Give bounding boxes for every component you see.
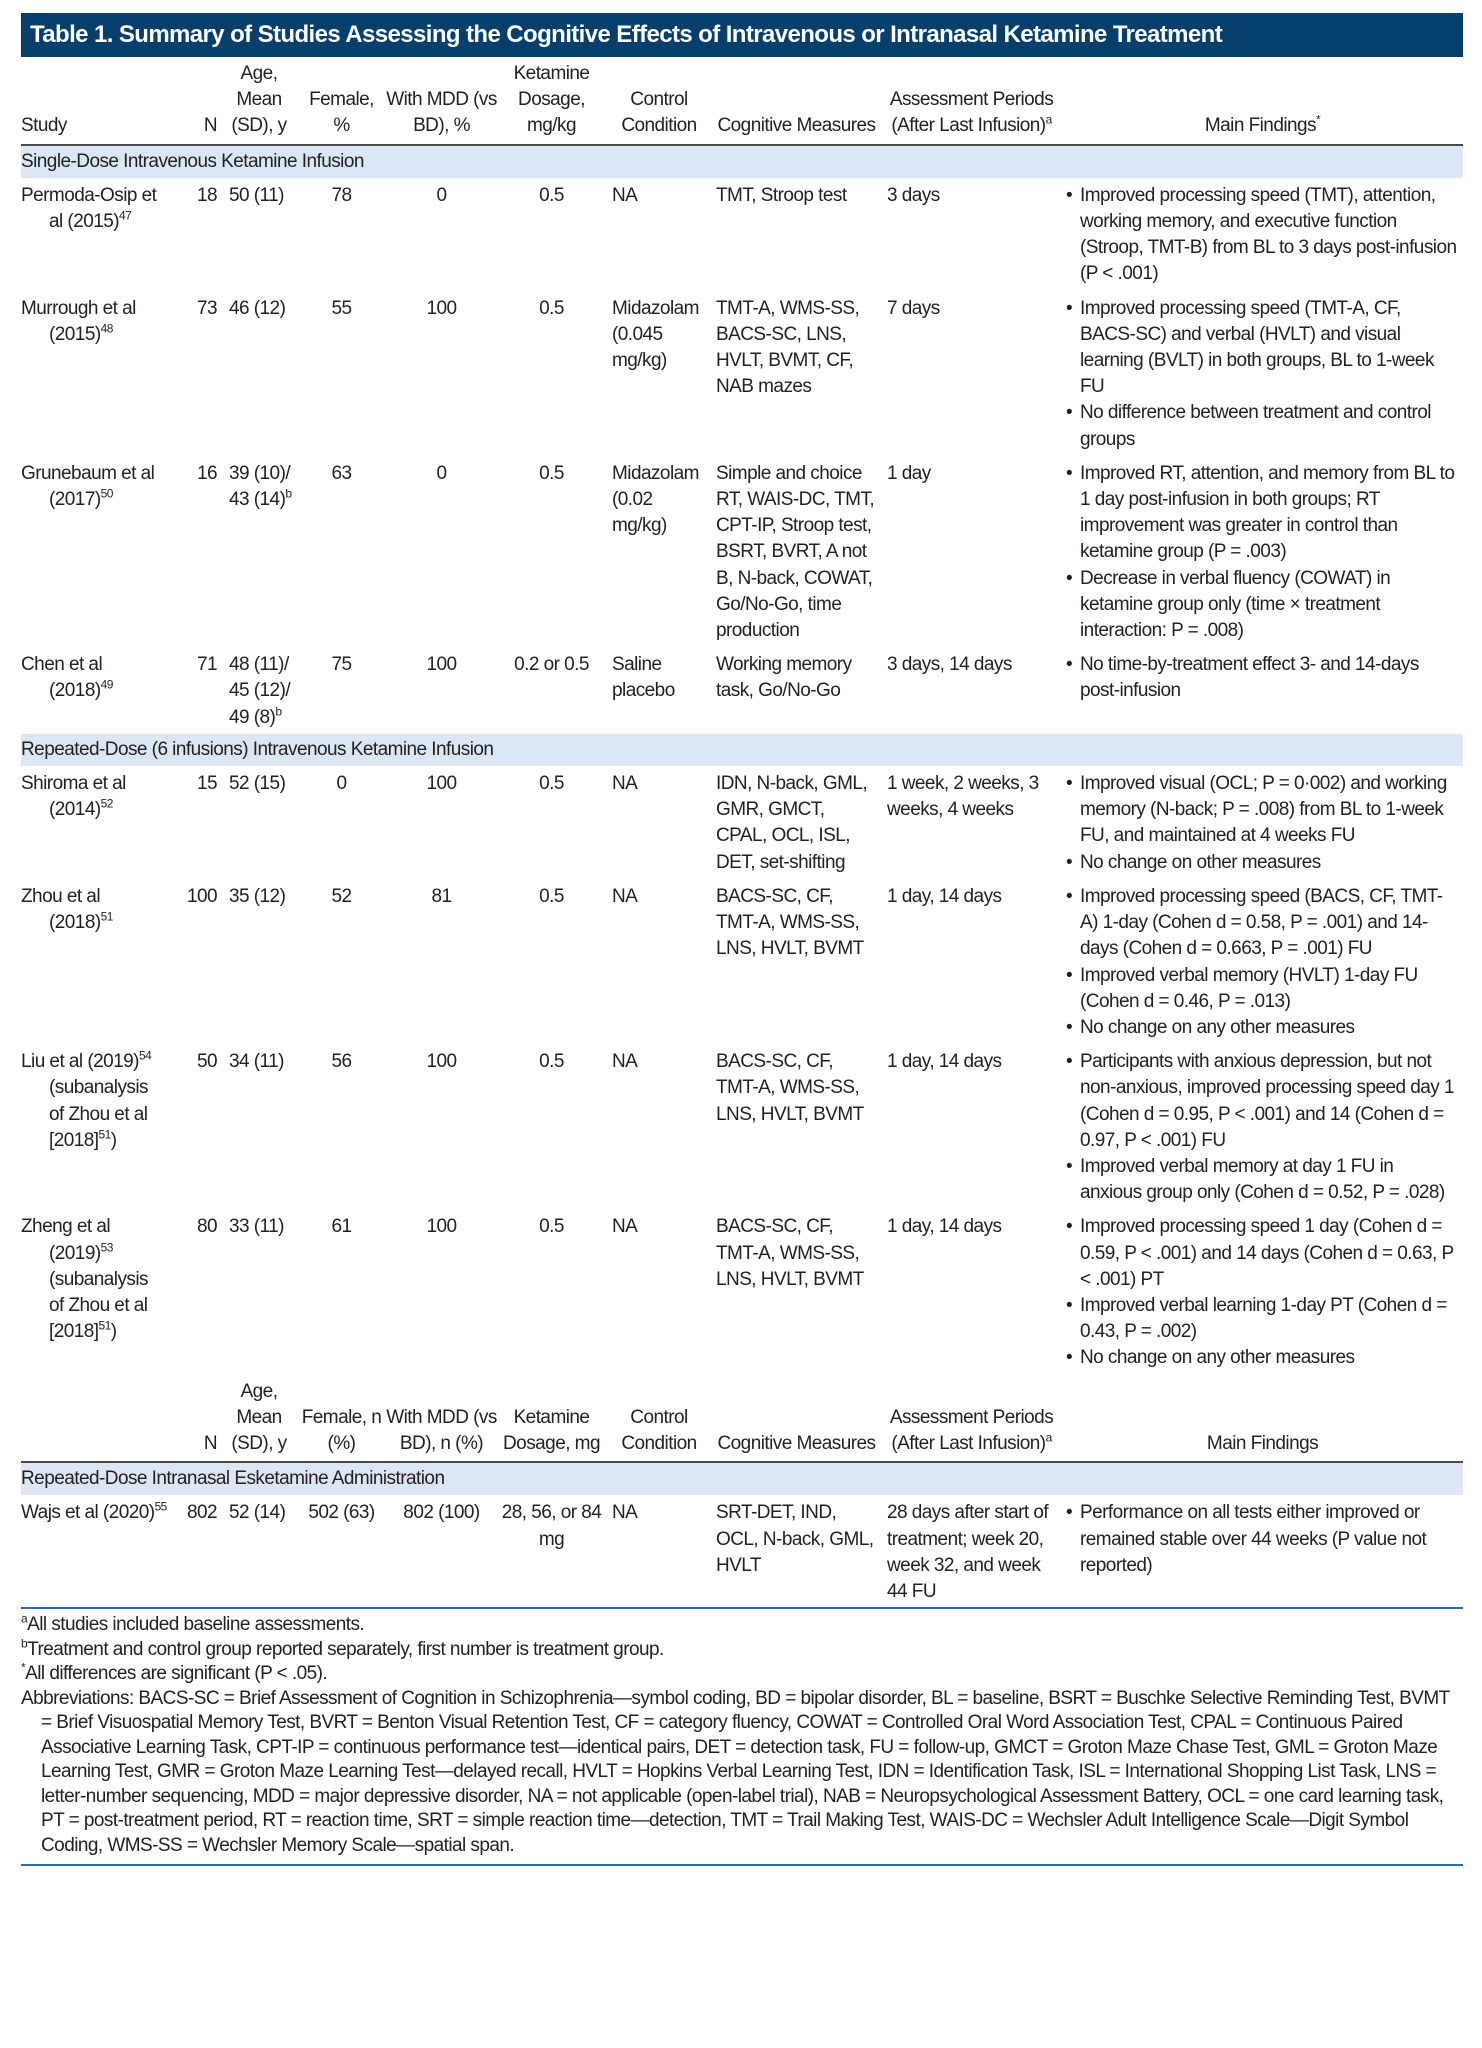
control-value: NA	[612, 1051, 638, 1073]
findings-list	[1066, 296, 1459, 453]
control-value: Saline placebo	[612, 654, 675, 702]
column-header-label: With MDD (vs BD), %	[386, 89, 497, 137]
measures-value: BACS-SC, CF, TMT-A, WMS-SS, LNS, HVLT, BVMT	[716, 885, 864, 960]
cell-mdd	[386, 879, 501, 1044]
periods-value: 1 day, 14 days	[887, 885, 1002, 907]
footnote-mark: b	[275, 704, 282, 719]
column-header-female	[301, 1375, 386, 1463]
footnote	[21, 1638, 1463, 1663]
table-footnotes	[21, 1609, 1463, 1866]
finding-item: • Participants with anxious depression, but not non-anxious, improved processing speed day 1 (Cohen d = 0.95, P < .001) and 14 (Cohen d = 0.97, P < .001) FU	[1066, 1049, 1459, 1154]
periods-value: 28 days after start of treatment; week 20, week 32, and week 44 FU	[887, 1502, 1049, 1602]
finding-item: • No change on any other measures	[1066, 1015, 1459, 1041]
cell-dose	[501, 647, 606, 734]
study-note: (subanalysis of Zhou et al [2018]	[49, 1268, 149, 1343]
age-value: 46 (12)	[229, 297, 286, 319]
cell-periods	[881, 1044, 1066, 1209]
section-label: Repeated-Dose (6 infusions) Intravenous Ketamine Infusion	[21, 734, 1463, 766]
cell-age	[221, 456, 301, 647]
cell-periods	[881, 879, 1066, 1044]
column-header-control	[606, 1375, 716, 1463]
cell-dose	[501, 766, 606, 879]
age-value: 52 (14)	[229, 1502, 286, 1524]
findings-list	[1066, 1049, 1459, 1206]
dose-value: 0.5	[539, 184, 564, 206]
finding-item: • Improved verbal memory (HVLT) 1-day FU (Cohen d = 0.46, P = .013)	[1066, 963, 1459, 1015]
reference-number: 55	[154, 1500, 167, 1515]
section-label: Repeated-Dose Intranasal Esketamine Administration	[21, 1462, 1463, 1495]
column-header-measures	[716, 57, 881, 145]
control-value: Midazolam (0.02 mg/kg)	[612, 462, 699, 537]
finding-item: • Performance on all tests either improved or remained stable over 44 weeks (P value not reported)	[1066, 1500, 1459, 1579]
abbreviations: Abbreviations: BACS-SC = Brief Assessment of Cognition in Schizophrenia—symbol coding, BD = bipolar disorder, BL = baseline, BSRT = Buschke Selective Reminding Test, BVMT = Brief Visuospatial Memory Test, BVRT = Benton Visual Retention Test, CF = category fluency, COWAT = Controlled Oral Word Association Test, CPAL = Continuous Paired Associative Learning Task, CPT-IP = continuous performance test—identical pairs, DET = detection task, FU = follow-up, GMCT = Groton Maze Chase Test, GML = Groton Maze Learning Test, GMR = Groton Maze Learning Test—delayed recall, HVLT = Hopkins Verbal Learning Test, IDN = Identification Task, ISL = International Shopping List Task, LNS = letter-number sequencing, MDD = major depressive disorder, NA = not applicable (open-label trial), NAB = Neuropsychological Assessment Battery, OCL = one card learning task, PT = post-treatment period, RT = reaction time, SRT = simple reaction time—detection, TMT = Trail Making Test, WAIS-DC = Wechsler Adult Intelligence Scale—Digit Symbol Coding, WMS-SS = Wechsler Memory Scale—spatial span.	[21, 1687, 1450, 1856]
studies-table	[21, 57, 1463, 1609]
section-row	[21, 734, 1463, 766]
cell-female	[301, 1044, 386, 1209]
cell-dose	[501, 879, 606, 1044]
column-header-label: Age, Mean (SD), y	[231, 63, 287, 137]
reference-number: 54	[138, 1048, 152, 1063]
periods-value: 1 day, 14 days	[887, 1216, 1002, 1238]
finding-item: • Improved RT, attention, and memory from BL to 1 day post-infusion in both groups; RT improvement was greater in control than ketamine group (P = .003)	[1066, 461, 1459, 566]
cell-mdd	[386, 1495, 501, 1608]
age-value: 52 (15)	[229, 773, 286, 795]
column-header-study	[21, 1375, 171, 1463]
cell-control	[606, 1495, 716, 1608]
column-header-study	[21, 57, 171, 145]
column-header-label: Ketamine Dosage, mg/kg	[513, 63, 590, 137]
cell-measures	[716, 291, 881, 456]
section-row	[21, 145, 1463, 178]
column-header-measures	[716, 1375, 881, 1463]
cell-mdd	[386, 766, 501, 879]
section-label: Single-Dose Intravenous Ketamine Infusion	[21, 145, 1463, 178]
study-name: Grunebaum et al (2017)	[21, 462, 155, 511]
measures-value: BACS-SC, CF, TMT-A, WMS-SS, LNS, HVLT, BVMT	[716, 1051, 864, 1125]
mdd-value: 100	[426, 773, 457, 795]
reference-number: 47	[119, 208, 132, 223]
n-value: 802	[186, 1502, 217, 1524]
cell-findings	[1066, 1044, 1463, 1209]
dose-value: 0.5	[539, 1216, 564, 1238]
female-value: 55	[331, 297, 352, 319]
cell-female	[301, 291, 386, 456]
finding-item: • No change on other measures	[1066, 850, 1459, 876]
table-row	[21, 291, 1463, 456]
footnote-mark: b	[21, 1636, 28, 1651]
female-value: 502 (63)	[308, 1502, 375, 1524]
finding-item: • Improved visual (OCL; P = 0·002) and working memory (N-back; P = .008) from BL to 1-week FU, and maintained at 4 weeks FU	[1066, 771, 1459, 850]
footnote-mark: a	[1045, 113, 1052, 128]
table-row	[21, 647, 1463, 734]
study-name: Wajs et al (2020)	[21, 1502, 155, 1524]
cell-age	[221, 1495, 301, 1608]
cell-female	[301, 456, 386, 647]
cell-study	[21, 1209, 171, 1374]
study-note-end: )	[110, 1129, 117, 1151]
column-header-n	[171, 1375, 221, 1463]
cell-female	[301, 766, 386, 879]
footnote	[21, 1613, 1463, 1638]
measures-value: Working memory task, Go/No-Go	[716, 654, 852, 702]
column-header-age	[221, 57, 301, 145]
cell-female	[301, 879, 386, 1044]
column-header-label: Age, Mean (SD), y	[231, 1380, 287, 1454]
column-header-periods	[881, 1375, 1066, 1463]
findings-list	[1066, 1500, 1459, 1579]
mdd-value: 100	[426, 297, 457, 319]
cell-measures	[716, 1495, 881, 1608]
cell-n	[171, 1209, 221, 1374]
female-value: 63	[331, 462, 352, 484]
column-header-female	[301, 57, 386, 145]
footnote	[21, 1662, 1463, 1687]
table-title: Table 1. Summary of Studies Assessing the Cognitive Effects of Intravenous or Intranasal Ketamine Treatment	[21, 13, 1463, 57]
mdd-value: 802 (100)	[403, 1502, 480, 1524]
control-value: NA	[612, 1216, 638, 1238]
cell-age	[221, 879, 301, 1044]
cell-dose	[501, 1209, 606, 1374]
cell-female	[301, 1209, 386, 1374]
cell-age	[221, 766, 301, 879]
measures-value: TMT-A, WMS-SS, BACS-SC, LNS, HVLT, BVMT, CF, NAB mazes	[716, 297, 860, 398]
column-header-dose	[501, 1375, 606, 1463]
finding-item: • No change on any other measures	[1066, 1345, 1459, 1371]
periods-value: 1 week, 2 weeks, 3 weeks, 4 weeks	[887, 773, 1039, 821]
cell-n	[171, 1044, 221, 1209]
footnote-text: Treatment and control group reported separately, first number is treatment group.	[27, 1638, 664, 1660]
n-value: 71	[196, 654, 217, 676]
measures-value: IDN, N-back, GML, GMR, GMCT, CPAL, OCL, ISL, DET, set-shifting	[716, 773, 868, 873]
measures-value: TMT, Stroop test	[716, 184, 847, 206]
dose-value: 0.2 or 0.5	[514, 654, 589, 676]
cell-control	[606, 456, 716, 647]
n-value: 73	[196, 297, 217, 319]
table-row	[21, 1044, 1463, 1209]
column-header-n	[171, 57, 221, 145]
cell-control	[606, 1209, 716, 1374]
reference-number: 51	[98, 1318, 111, 1333]
table-row	[21, 178, 1463, 291]
cell-control	[606, 178, 716, 291]
finding-item: • Improved verbal learning 1-day PT (Cohen d = 0.43, P = .002)	[1066, 1293, 1459, 1345]
cell-control	[606, 766, 716, 879]
cell-n	[171, 1495, 221, 1608]
n-value: 50	[196, 1051, 217, 1073]
cell-n	[171, 291, 221, 456]
column-header-label: Assessment Periods (After Last Infusion)	[889, 1406, 1054, 1454]
table-row	[21, 1209, 1463, 1374]
cell-periods	[881, 766, 1066, 879]
mdd-value: 100	[426, 654, 457, 676]
cell-periods	[881, 1209, 1066, 1374]
study-name: Zhou et al (2018)	[21, 885, 101, 934]
finding-item: • Decrease in verbal fluency (COWAT) in ketamine group only (time × treatment interaction: P = .008)	[1066, 566, 1459, 645]
cell-findings	[1066, 291, 1463, 456]
cell-mdd	[386, 647, 501, 734]
header-row	[21, 57, 1463, 145]
footnote-text: All differences are significant (P < .05).	[25, 1663, 328, 1685]
cell-n	[171, 178, 221, 291]
column-header-label: Cognitive Measures	[717, 115, 876, 137]
study-name: Shiroma et al (2014)	[21, 773, 126, 821]
findings-list	[1066, 1214, 1459, 1371]
cell-mdd	[386, 456, 501, 647]
findings-list	[1066, 183, 1459, 288]
cell-control	[606, 291, 716, 456]
column-header-mdd	[386, 57, 501, 145]
measures-value: BACS-SC, CF, TMT-A, WMS-SS, LNS, HVLT, BVMT	[716, 1216, 864, 1290]
n-value: 80	[196, 1216, 217, 1238]
cell-mdd	[386, 1209, 501, 1374]
column-header-mdd	[386, 1375, 501, 1463]
column-header-label: Cognitive Measures	[717, 1432, 876, 1454]
finding-item: • No difference between treatment and control groups	[1066, 400, 1459, 452]
cell-age	[221, 178, 301, 291]
cell-mdd	[386, 1044, 501, 1209]
column-header-findings	[1066, 57, 1463, 145]
finding-item: • Improved verbal memory at day 1 FU in anxious group only (Cohen d = 0.52, P = .028)	[1066, 1154, 1459, 1206]
cell-measures	[716, 1209, 881, 1374]
reference-number: 51	[98, 1127, 111, 1142]
cell-dose	[501, 456, 606, 647]
control-value: NA	[612, 1502, 638, 1524]
column-header-label: Control Condition	[621, 89, 697, 137]
cell-findings	[1066, 766, 1463, 879]
cell-mdd	[386, 178, 501, 291]
cell-periods	[881, 456, 1066, 647]
cell-study	[21, 178, 171, 291]
finding-item: • No time-by-treatment effect 3- and 14-days post-infusion	[1066, 652, 1459, 704]
cell-measures	[716, 456, 881, 647]
study-name: Liu et al (2019)	[21, 1051, 139, 1073]
reference-number: 48	[100, 321, 113, 336]
reference-number: 53	[100, 1240, 113, 1255]
periods-value: 1 day	[887, 462, 931, 484]
column-header-label: Ketamine Dosage, mg	[503, 1406, 600, 1454]
table-row	[21, 1495, 1463, 1608]
table-container	[21, 13, 1463, 1866]
measures-value: SRT-DET, IND, OCL, N-back, GML, HVLT	[716, 1502, 874, 1576]
section-row	[21, 1462, 1463, 1495]
cell-study	[21, 1495, 171, 1608]
column-header-age	[221, 1375, 301, 1463]
mdd-value: 81	[431, 885, 452, 907]
reference-number: 49	[100, 678, 113, 693]
cell-periods	[881, 291, 1066, 456]
column-header-label: Female, %	[309, 89, 374, 137]
cell-control	[606, 647, 716, 734]
age-value: 48 (11)/ 45 (12)/ 49 (8)	[229, 654, 291, 728]
cell-study	[21, 1044, 171, 1209]
female-value: 0	[336, 773, 347, 795]
mdd-value: 0	[436, 462, 447, 484]
cell-age	[221, 647, 301, 734]
column-header-control	[606, 57, 716, 145]
cell-study	[21, 879, 171, 1044]
cell-study	[21, 766, 171, 879]
n-value: 100	[186, 885, 217, 907]
cell-female	[301, 178, 386, 291]
mdd-value: 100	[426, 1216, 457, 1238]
column-header-label: N	[203, 115, 217, 137]
column-header-findings	[1066, 1375, 1463, 1463]
cell-periods	[881, 647, 1066, 734]
footnote-text: All studies included baseline assessments.	[27, 1614, 365, 1636]
cell-periods	[881, 178, 1066, 291]
cell-findings	[1066, 1495, 1463, 1608]
periods-value: 3 days	[887, 184, 940, 206]
mdd-value: 100	[426, 1051, 457, 1073]
reference-number: 51	[100, 909, 113, 924]
control-value: NA	[612, 885, 638, 907]
control-value: NA	[612, 184, 638, 206]
findings-list	[1066, 771, 1459, 876]
n-value: 18	[196, 184, 217, 206]
study-name: Murrough et al (2015)	[21, 297, 136, 345]
study-note: (subanalysis of Zhou et al [2018]	[49, 1077, 149, 1151]
dose-value: 0.5	[539, 1051, 564, 1073]
footnote-mark: a	[21, 1611, 28, 1626]
column-header-dose	[501, 57, 606, 145]
finding-item: • Improved processing speed (TMT), attention, working memory, and executive function (Stroop, TMT-B) from BL to 3 days post-infusion (P < .001)	[1066, 183, 1459, 288]
cell-female	[301, 647, 386, 734]
cell-dose	[501, 1495, 606, 1608]
cell-findings	[1066, 647, 1463, 734]
table-row	[21, 766, 1463, 879]
cell-control	[606, 879, 716, 1044]
female-value: 61	[331, 1216, 352, 1238]
cell-age	[221, 1209, 301, 1374]
cell-n	[171, 456, 221, 647]
column-header-label: Female, n (%)	[301, 1406, 382, 1454]
cell-control	[606, 1044, 716, 1209]
cell-dose	[501, 1044, 606, 1209]
reference-number: 52	[100, 796, 113, 811]
control-value: Midazolam (0.045 mg/kg)	[612, 297, 699, 372]
footnote-mark: *	[21, 1660, 26, 1675]
female-value: 52	[331, 885, 352, 907]
control-value: NA	[612, 773, 638, 795]
findings-list	[1066, 884, 1459, 1041]
dose-value: 0.5	[539, 885, 564, 907]
cell-dose	[501, 291, 606, 456]
column-header-label: Control Condition	[621, 1406, 697, 1454]
table-row	[21, 879, 1463, 1044]
cell-mdd	[386, 291, 501, 456]
cell-study	[21, 456, 171, 647]
age-value: 50 (11)	[229, 184, 284, 206]
dose-value: 0.5	[539, 297, 564, 319]
study-name: Permoda-Osip et al (2015)	[21, 184, 157, 233]
column-header-label: N	[203, 1432, 217, 1454]
findings-list	[1066, 652, 1459, 704]
periods-value: 1 day, 14 days	[887, 1051, 1002, 1073]
findings-list	[1066, 461, 1459, 644]
cell-findings	[1066, 456, 1463, 647]
footnote-mark: b	[285, 486, 292, 501]
cell-findings	[1066, 879, 1463, 1044]
cell-measures	[716, 879, 881, 1044]
cell-dose	[501, 178, 606, 291]
cell-measures	[716, 647, 881, 734]
finding-item: • Improved processing speed (BACS, CF, TMT-A) 1-day (Cohen d = 0.58, P = .001) and 14-days (Cohen d = 0.663, P = .001) FU	[1066, 884, 1459, 963]
column-header-label: Assessment Periods (After Last Infusion)	[889, 89, 1054, 137]
cell-findings	[1066, 178, 1463, 291]
measures-value: Simple and choice RT, WAIS-DC, TMT, CPT-IP, Stroop test, BSRT, BVRT, A not B, N-back, COWAT, Go/No-Go, time production	[716, 462, 875, 642]
study-name: Zheng et al (2019)	[21, 1216, 111, 1264]
age-value: 34 (11)	[229, 1051, 284, 1073]
column-header-label: Study	[21, 115, 67, 137]
cell-study	[21, 647, 171, 734]
female-value: 56	[331, 1051, 352, 1073]
dose-value: 0.5	[539, 462, 564, 484]
periods-value: 7 days	[887, 297, 940, 319]
cell-findings	[1066, 1209, 1463, 1374]
age-value: 35 (12)	[229, 885, 286, 907]
periods-value: 3 days, 14 days	[887, 654, 1012, 676]
mdd-value: 0	[436, 184, 447, 206]
header-row	[21, 1375, 1463, 1463]
column-header-label: With MDD (vs BD), n (%)	[386, 1406, 497, 1454]
cell-periods	[881, 1495, 1066, 1608]
study-name: Chen et al (2018)	[21, 654, 103, 702]
finding-item: • Improved processing speed (TMT-A, CF, BACS-SC) and verbal (HVLT) and visual learning (BVLT) in both groups, BL to 1-week FU	[1066, 296, 1459, 401]
n-value: 16	[196, 462, 217, 484]
column-header-label: Main Findings	[1204, 115, 1316, 137]
table-row	[21, 456, 1463, 647]
cell-measures	[716, 178, 881, 291]
cell-age	[221, 291, 301, 456]
column-header-label: Main Findings	[1206, 1432, 1319, 1454]
age-value: 39 (10)/ 43 (14)	[229, 462, 291, 511]
cell-study	[21, 291, 171, 456]
cell-n	[171, 647, 221, 734]
female-value: 78	[331, 184, 352, 206]
cell-female	[301, 1495, 386, 1608]
dose-value: 28, 56, or 84 mg	[501, 1502, 602, 1550]
study-note-end: )	[110, 1321, 117, 1343]
cell-measures	[716, 766, 881, 879]
n-value: 15	[196, 773, 217, 795]
footnote-mark: *	[1316, 113, 1321, 128]
cell-n	[171, 766, 221, 879]
cell-age	[221, 1044, 301, 1209]
reference-number: 50	[100, 486, 113, 501]
finding-item: • Improved processing speed 1 day (Cohen d = 0.59, P < .001) and 14 days (Cohen d = 0.63, P < .001) PT	[1066, 1214, 1459, 1293]
female-value: 75	[331, 654, 352, 676]
age-value: 33 (11)	[229, 1216, 284, 1238]
footnote-mark: a	[1045, 1430, 1052, 1445]
cell-n	[171, 879, 221, 1044]
column-header-periods	[881, 57, 1066, 145]
cell-measures	[716, 1044, 881, 1209]
dose-value: 0.5	[539, 773, 564, 795]
